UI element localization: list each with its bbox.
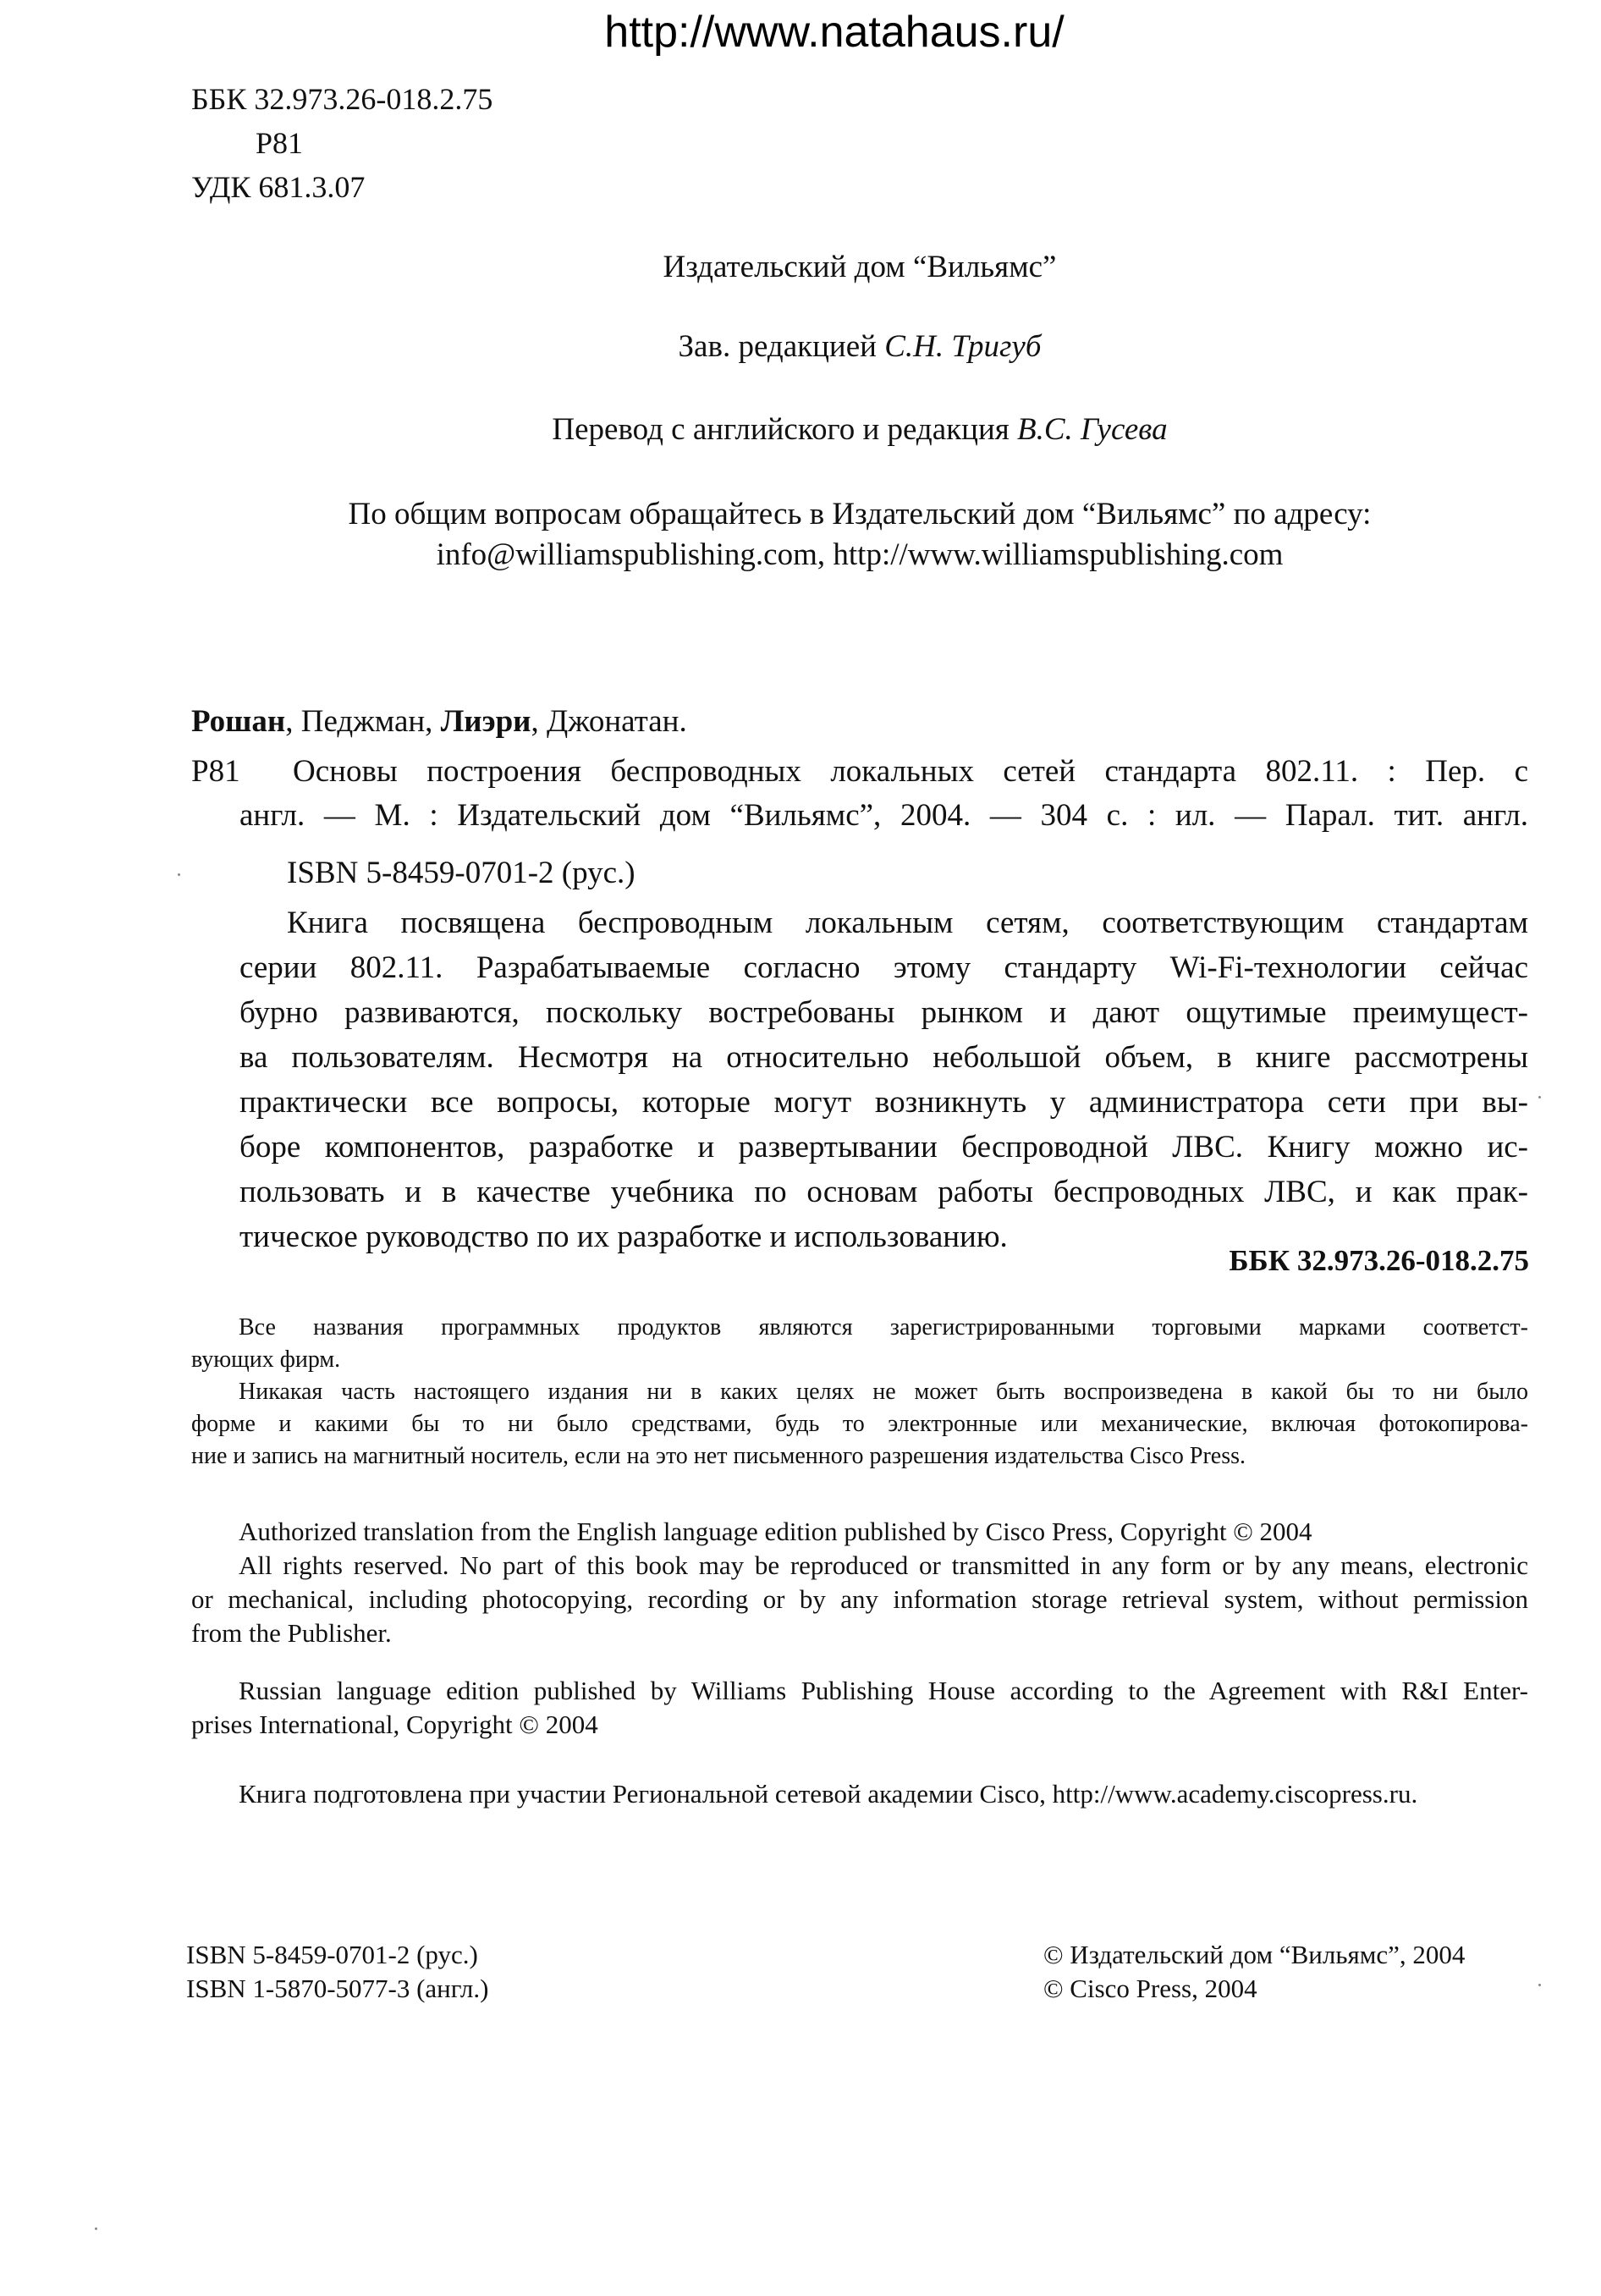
- udk-index: УДК 681.3.07: [191, 170, 366, 204]
- footer-copyright-ru: © Издательский дом “Вильямс”, 2004: [1043, 1940, 1466, 1969]
- footer-isbn-block: [186, 1938, 488, 2006]
- scan-speck: [1538, 1984, 1541, 1986]
- translation-prefix: Перевод с английского и редакция: [552, 412, 1010, 447]
- author-code: Р81: [256, 126, 304, 160]
- bbk-index: ББК 32.973.26-018.2.75: [191, 82, 493, 116]
- notice-line: All rights reserved. No part of this book may be reproduced or transmitted in any form or by any means, electronic: [239, 1550, 1528, 1580]
- notice-line: Russian language edition published by Williams Publishing House according to the Agreement with R&I Enter-: [239, 1676, 1528, 1705]
- footer-copyright-block: [1043, 1938, 1465, 2006]
- editor-prefix: Зав. редакцией: [678, 329, 877, 364]
- notice-line: from the Publisher.: [191, 1618, 392, 1648]
- contact-line-2: info@williamspublishing.com, http://www.williamspublishing.com: [436, 537, 1284, 572]
- contact-line-1: По общим вопросам обращайтесь в Издательский дом “Вильямс” по адресу:: [348, 497, 1372, 531]
- scan-speck: [95, 2227, 97, 2230]
- notice-line: prises International, Copyright © 2004: [191, 1710, 598, 1739]
- notice-line: Все названия программных продуктов являются зарегистрированными торговыми марками соответст-: [239, 1314, 1528, 1341]
- academy-notice: Книга подготовлена при участии Региональной сетевой академии Cisco, http://www.academy.ciscopress.ru.: [239, 1779, 1418, 1809]
- annotation-line: ва пользователям. Несмотря на относительно небольшой объем, в книге рассмотрены: [239, 1040, 1528, 1075]
- russian-edition-notice: [191, 1674, 1528, 1742]
- watermark-url: http://www.natahaus.ru/: [604, 8, 1065, 57]
- publisher-name: Издательский дом “Вильямс”: [663, 250, 1057, 284]
- translation-line: [0, 410, 1601, 450]
- annotation-line: пользовать и в качестве учебника по основам работы беспроводных ЛВС, и как прак-: [239, 1175, 1528, 1209]
- rights-notice-ru: [191, 1376, 1528, 1473]
- scan-speck: [178, 873, 180, 876]
- annotation-bbk: ББК 32.973.26-018.2.75: [1229, 1244, 1529, 1277]
- annotation-line: тическое руководство по их разработке и использованию.: [239, 1220, 1008, 1254]
- authors-line: [191, 702, 687, 742]
- notice-line: форме и какими бы то ни было средствами, будь то электронные или механические, включая фотокопирова-: [191, 1411, 1528, 1437]
- entry-code: Р81: [191, 754, 240, 789]
- annotation-line: серии 802.11. Разрабатываемые согласно этому стандарту Wi-Fi-технологии сейчас: [239, 950, 1528, 985]
- annotation-line: Книга посвящена беспроводным локальным сетям, соответствующим стандартам: [287, 906, 1528, 940]
- author2-surname: Лиэри: [440, 704, 531, 739]
- entry-line-1: Основы построения беспроводных локальных сетей стандарта 802.11. : Пер. с: [293, 754, 1528, 789]
- author1-rest: , Педжман,: [285, 704, 433, 739]
- footer-isbn-en: ISBN 1-5870-5077-3 (англ.): [186, 1974, 489, 2003]
- authorized-translation-notice: [191, 1515, 1528, 1650]
- notice-line: or mechanical, including photocopying, recording or by any information storage retrieval system, without permission: [191, 1584, 1528, 1614]
- footer-isbn-ru: ISBN 5-8459-0701-2 (рус.): [186, 1940, 478, 1969]
- annotation-line: боре компонентов, разработке и развертывании беспроводной ЛВС. Книгу можно ис-: [239, 1130, 1528, 1165]
- annotation-line: бурно развиваются, поскольку востребованы рынком и дают ощутимые преимущест-: [239, 995, 1528, 1030]
- translator-name: В.С. Гусева: [1017, 412, 1168, 447]
- trademark-notice: [191, 1312, 1528, 1376]
- author1-surname: Рошан: [191, 704, 286, 739]
- notice-line: Никакая часть настоящего издания ни в каких целях не может быть воспроизведена в какой бы то ни было: [239, 1379, 1528, 1405]
- isbn-entry: ISBN 5-8459-0701-2 (рус.): [287, 856, 635, 890]
- annotation-paragraph: [239, 900, 1528, 1259]
- scan-speck: [1538, 1096, 1541, 1098]
- footer-copyright-en: © Cisco Press, 2004: [1043, 1974, 1257, 2003]
- notice-line: Authorized translation from the English language edition published by Cisco Press, Copyright © 2004: [239, 1517, 1312, 1546]
- author2-rest: , Джонатан.: [531, 704, 687, 739]
- annotation-line: практически все вопросы, которые могут возникнуть у администратора сети при вы-: [239, 1085, 1528, 1120]
- editor-name: С.Н. Тригуб: [884, 329, 1042, 364]
- notice-line: ние и запись на магнитный носитель, если на это нет письменного разрешения издательства Cisco Press.: [191, 1443, 1246, 1469]
- notice-line: вующих фирм.: [191, 1346, 341, 1373]
- editor-line: [0, 327, 1601, 367]
- entry-line-2: англ. — М. : Издательский дом “Вильямс”, 2004. — 304 с. : ил. — Парал. тит. англ.: [239, 798, 1528, 833]
